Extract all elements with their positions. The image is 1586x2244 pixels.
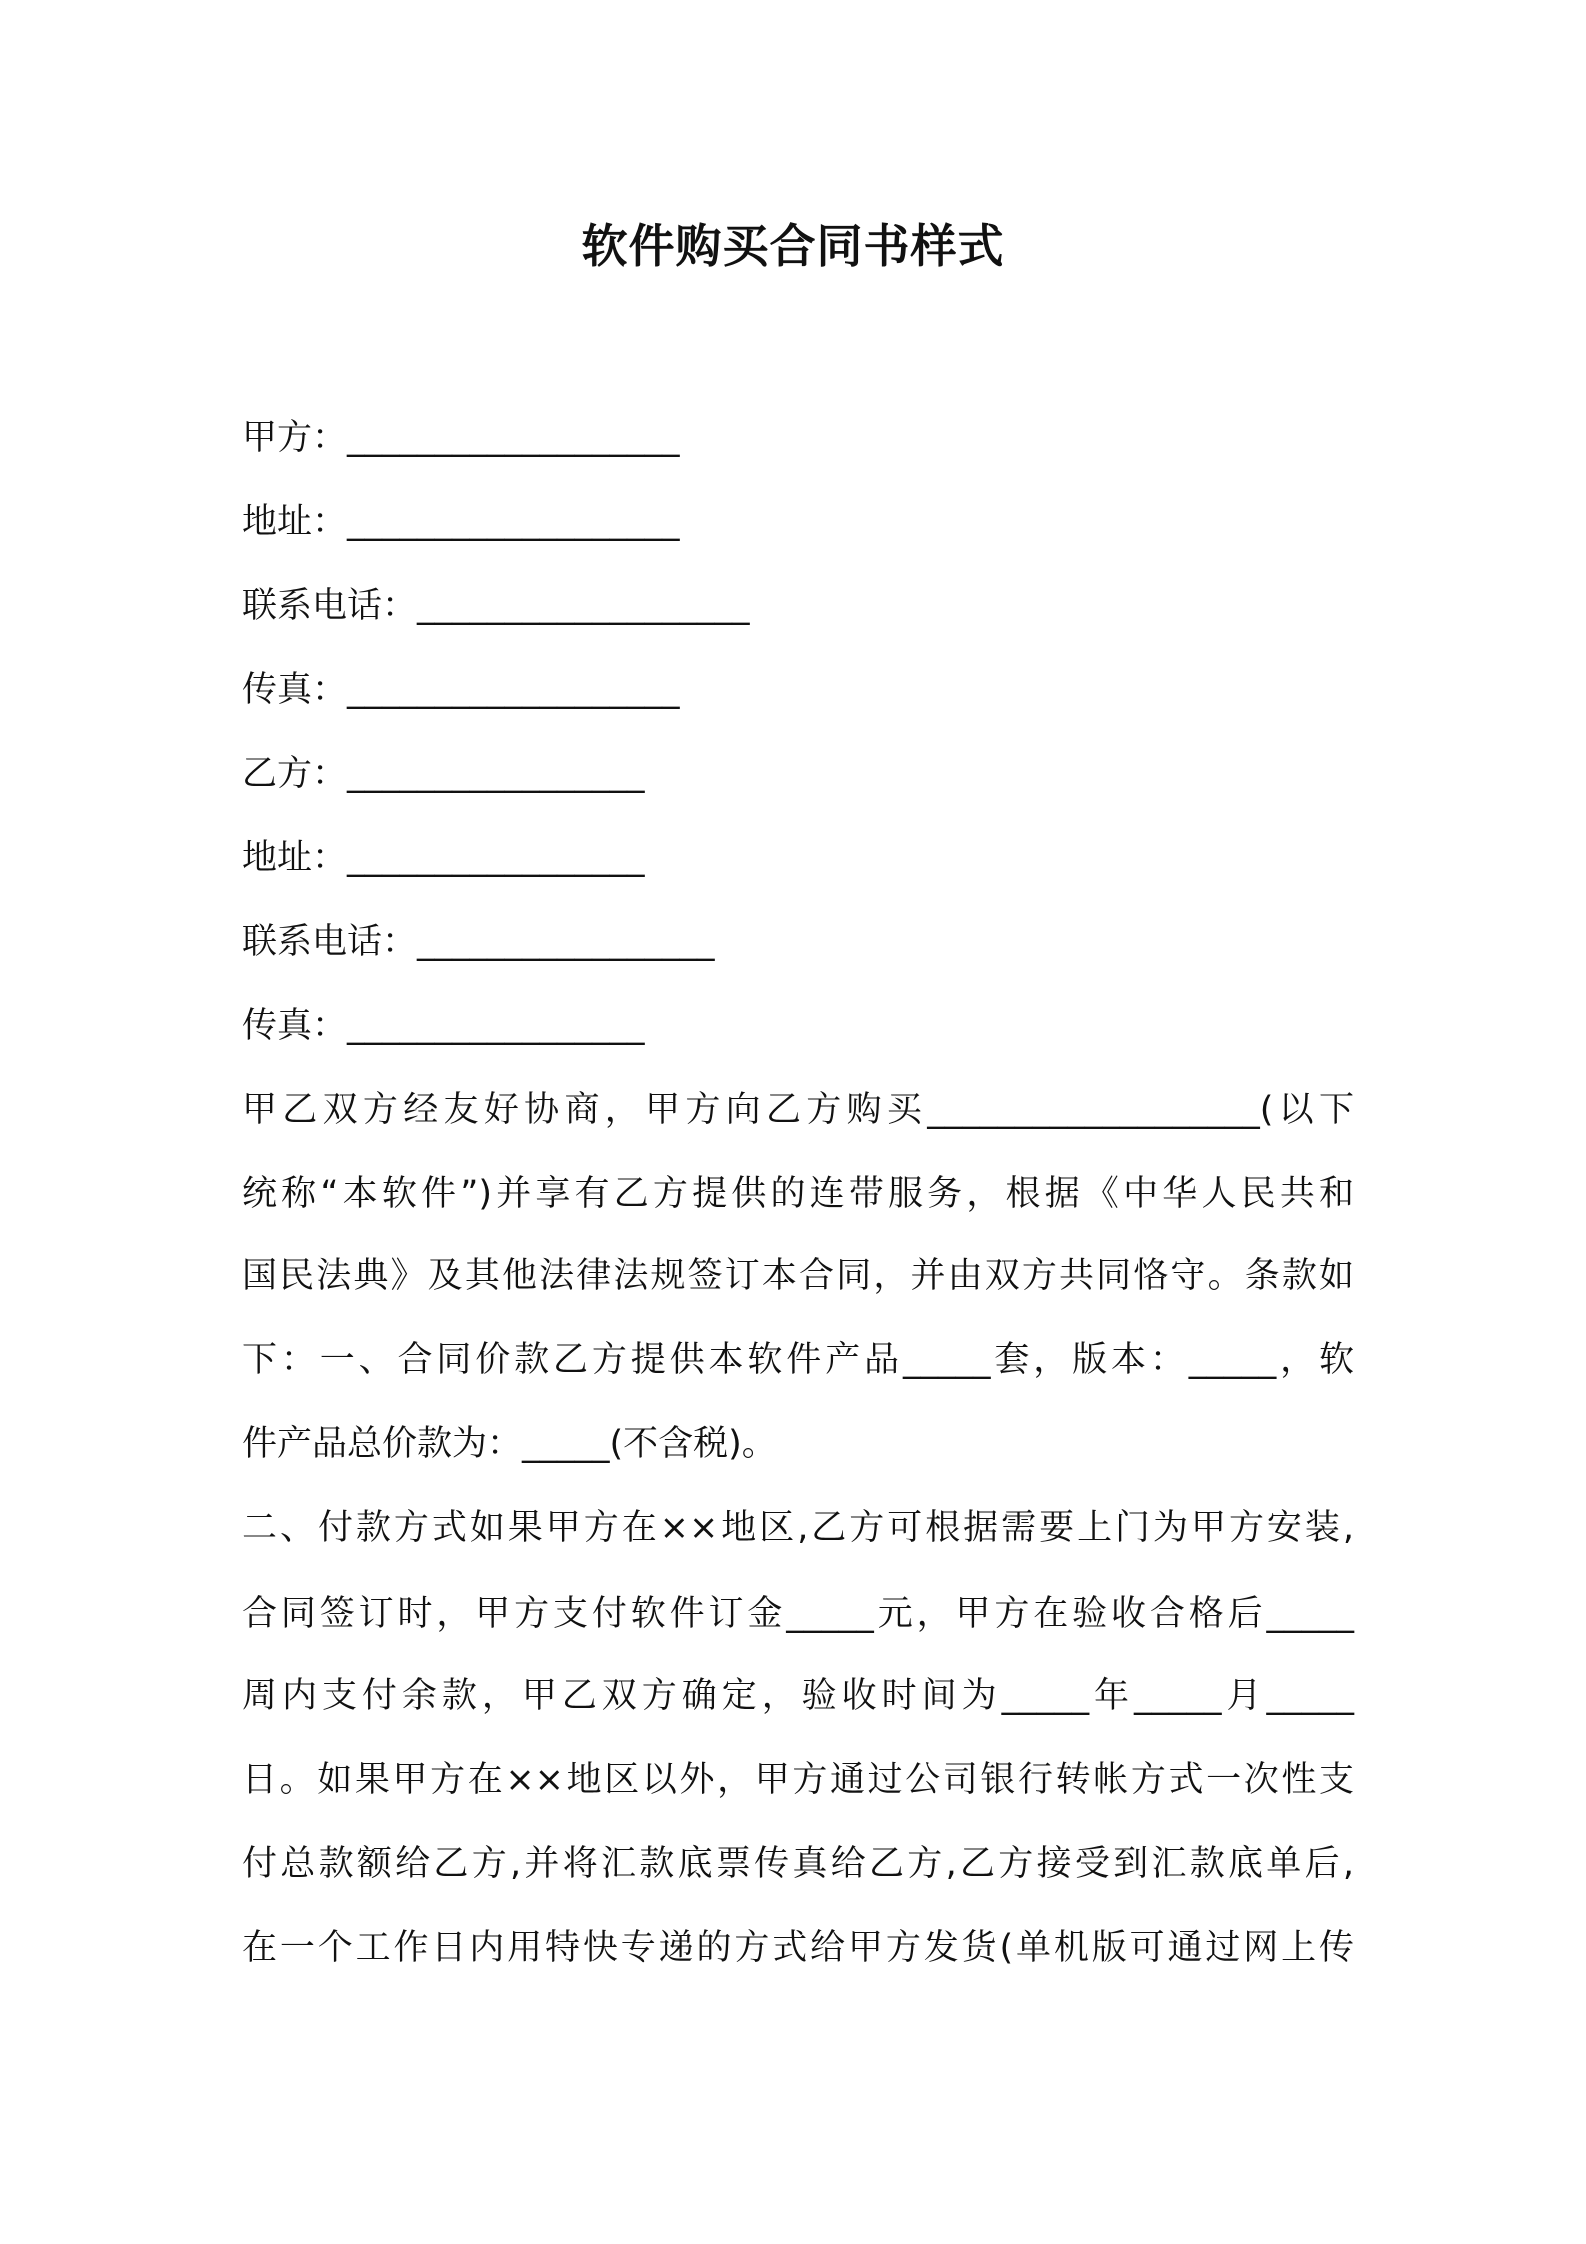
party-b-address-line: 地址：_________________	[242, 838, 645, 878]
party-a-fax-line: 传真：___________________	[242, 670, 680, 710]
party-a-phone-line: 联系电话：___________________	[242, 586, 750, 626]
party-a-address-line: 地址：___________________	[242, 502, 680, 542]
party-b-fax-line: 传真：_________________	[242, 1006, 645, 1046]
paragraph-line: 周内支付余款，甲乙双方确定，验收时间为_____年_____月_____	[242, 1676, 1354, 1716]
party-b-name-line: 乙方：_________________	[242, 754, 645, 794]
paragraph-line: 在一个工作日内用特快专递的方式给甲方发货(单机版可通过网上传	[242, 1928, 1354, 1968]
paragraph-line: 国民法典》及其他法律法规签订本合同，并由双方共同恪守。条款如	[242, 1256, 1354, 1296]
paragraph-line: 下：一、合同价款乙方提供本软件产品_____套，版本：_____，软	[242, 1340, 1354, 1380]
paragraph-line: 甲乙双方经友好协商，甲方向乙方购买___________________(以下	[242, 1090, 1354, 1130]
party-a-name-line: 甲方：___________________	[242, 418, 680, 458]
party-b-phone-line: 联系电话：_________________	[242, 922, 715, 962]
document-title: 软件购买合同书样式	[581, 219, 1005, 273]
paragraph-line: 付总款额给乙方,并将汇款底票传真给乙方,乙方接受到汇款底单后,	[242, 1844, 1354, 1884]
paragraph-line: 统称“本软件”)并享有乙方提供的连带服务，根据《中华人民共和	[242, 1174, 1354, 1214]
paragraph-line: 日。如果甲方在××地区以外，甲方通过公司银行转帐方式一次性支	[242, 1760, 1354, 1800]
paragraph-line: 件产品总价款为：_____(不含税)。	[242, 1424, 777, 1464]
paragraph-line: 二、付款方式如果甲方在××地区,乙方可根据需要上门为甲方安装,	[242, 1508, 1354, 1548]
paragraph-line: 合同签订时，甲方支付软件订金_____元，甲方在验收合格后_____	[242, 1594, 1354, 1634]
